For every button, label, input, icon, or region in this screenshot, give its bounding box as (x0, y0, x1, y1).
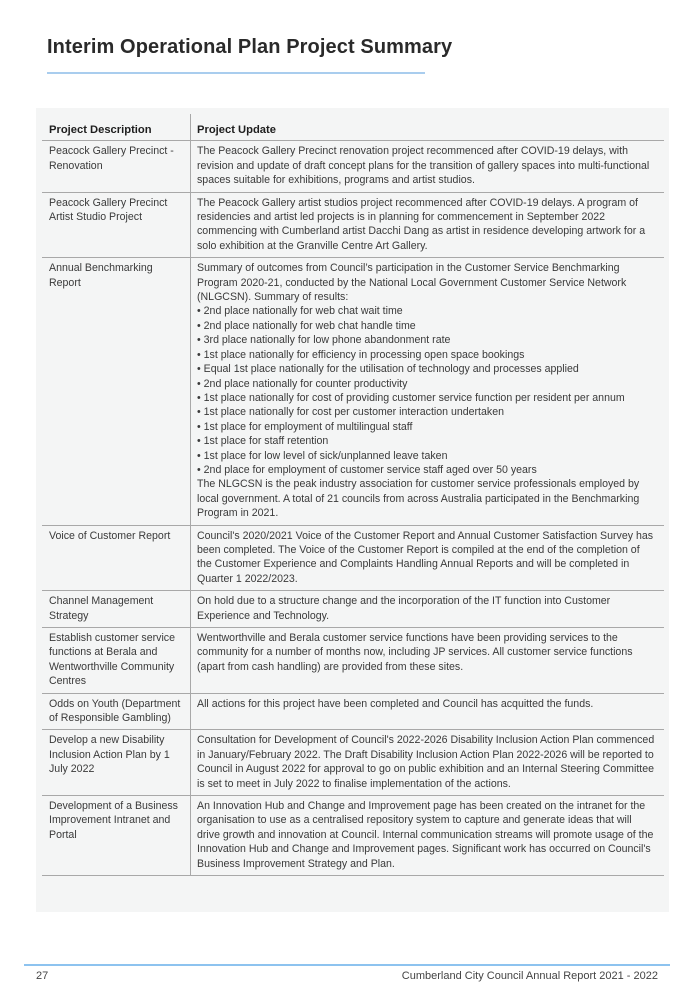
project-description: Establish customer service functions at Berala and Wentworthville Community Centres (42, 628, 191, 694)
project-description: Annual Benchmarking Report (42, 258, 191, 525)
project-description: Peacock Gallery Precinct - Renovation (42, 141, 191, 192)
project-update: Consultation for Development of Council's 2022-2026 Disability Inclusion Action Plan commenced in January/February 2022. The Draft Disability Inclusion Action Plan 2022-2026 will be reported to Council in August 2022 for approval to go on public exhibition and an Internal Steering Committee is set to meet in July 2022 to finalise implementation of the actions. (191, 730, 665, 796)
project-update: Council's 2020/2021 Voice of the Customer Report and Annual Customer Satisfaction Survey has been completed. The Voice of the Customer Report is compiled at the end of the completion of the Customer Experience and Complaints Handling Annual Reports and will be completed in Quarter 1 2022/2023. (191, 525, 665, 591)
project-description: Development of a Business Improvement Intranet and Portal (42, 796, 191, 876)
project-update: An Innovation Hub and Change and Improvement page has been created on the intranet for the organisation to use as a centralised repository system to capture and generate ideas that will drive growth and innovation at Council. Internal communication streams will promote usage of the Innovation Hub and Change and Improvement pages. Significant work has occurred on Council's Business Improvement Strategy and Plan. (191, 796, 665, 876)
table-row (42, 192, 664, 258)
table-row (42, 591, 664, 628)
list-item: • 3rd place nationally for low phone abandonment rate (197, 333, 656, 347)
table-row (42, 141, 664, 192)
project-update: On hold due to a structure change and the incorporation of the IT function into Customer Experience and Technology. (191, 591, 665, 628)
project-update (191, 258, 665, 525)
column-header-update: Project Update (191, 114, 665, 141)
list-item: • 1st place nationally for cost per customer interaction undertaken (197, 405, 656, 419)
list-item: • 1st place nationally for efficiency in processing open space bookings (197, 348, 656, 362)
update-intro: Summary of outcomes from Council’s participation in the Customer Service Benchmarking Program 2020-21, conducted by the National Local Government Customer Service Network (NLGCSN). Summary of results: (197, 262, 627, 304)
list-item: • 2nd place nationally for web chat handle time (197, 319, 656, 333)
benchmark-results-list (197, 304, 656, 477)
project-summary-panel (36, 108, 669, 912)
project-update: Wentworthville and Berala customer service functions have been providing services to the community for a number of months now, including JP services. All customer service functions (apart from cash handling) are provided from these sites. (191, 628, 665, 694)
footer-divider (24, 964, 670, 966)
project-update: The Peacock Gallery artist studios project recommenced after COVID-19 delays. A program of residencies and artist led projects is in planning for commencement in September 2022 commencing with Cumberland artist Dacchi Dang as artist in residence developing artwork for a solo exhibition at the Granville Centre Art Gallery. (191, 192, 665, 258)
table-row (42, 730, 664, 796)
list-item: • 2nd place for employment of customer service staff aged over 50 years (197, 463, 656, 477)
table-header-row (42, 114, 664, 141)
table-row (42, 258, 664, 525)
project-update: The Peacock Gallery Precinct renovation project recommenced after COVID-19 delays, with revision and update of draft concept plans for the transition of gallery spaces into multi-functional spaces suitable for exhibitions, programs and artist studios. (191, 141, 665, 192)
project-description: Peacock Gallery Precinct Artist Studio Project (42, 192, 191, 258)
page-title: Interim Operational Plan Project Summary (47, 36, 453, 58)
update-outro: The NLGCSN is the peak industry association for customer service professionals employed by local government. A total of 21 councils from across Australia participated in the Benchmarking Program in 2021. (197, 478, 640, 520)
list-item: • 1st place for low level of sick/unplanned leave taken (197, 449, 656, 463)
project-description: Channel Management Strategy (42, 591, 191, 628)
list-item: • 2nd place nationally for web chat wait time (197, 304, 656, 318)
table-row (42, 525, 664, 591)
list-item: • Equal 1st place nationally for the utilisation of technology and processes applied (197, 362, 656, 376)
project-summary-table (42, 114, 664, 876)
project-description: Develop a new Disability Inclusion Action Plan by 1 July 2022 (42, 730, 191, 796)
project-update: All actions for this project have been completed and Council has acquitted the funds. (191, 693, 665, 730)
list-item: • 1st place for employment of multilingual staff (197, 420, 656, 434)
project-description: Odds on Youth (Department of Responsible Gambling) (42, 693, 191, 730)
list-item: • 2nd place nationally for counter productivity (197, 377, 656, 391)
page-number: 27 (36, 970, 49, 982)
table-row (42, 628, 664, 694)
column-header-description: Project Description (42, 114, 191, 141)
table-row (42, 796, 664, 876)
publication-title: Cumberland City Council Annual Report 2021 - 2022 (401, 970, 658, 982)
table-row (42, 693, 664, 730)
list-item: • 1st place nationally for cost of providing customer service function per resident per annum (197, 391, 656, 405)
project-description: Voice of Customer Report (42, 525, 191, 591)
title-underline (47, 72, 425, 74)
list-item: • 1st place for staff retention (197, 434, 656, 448)
